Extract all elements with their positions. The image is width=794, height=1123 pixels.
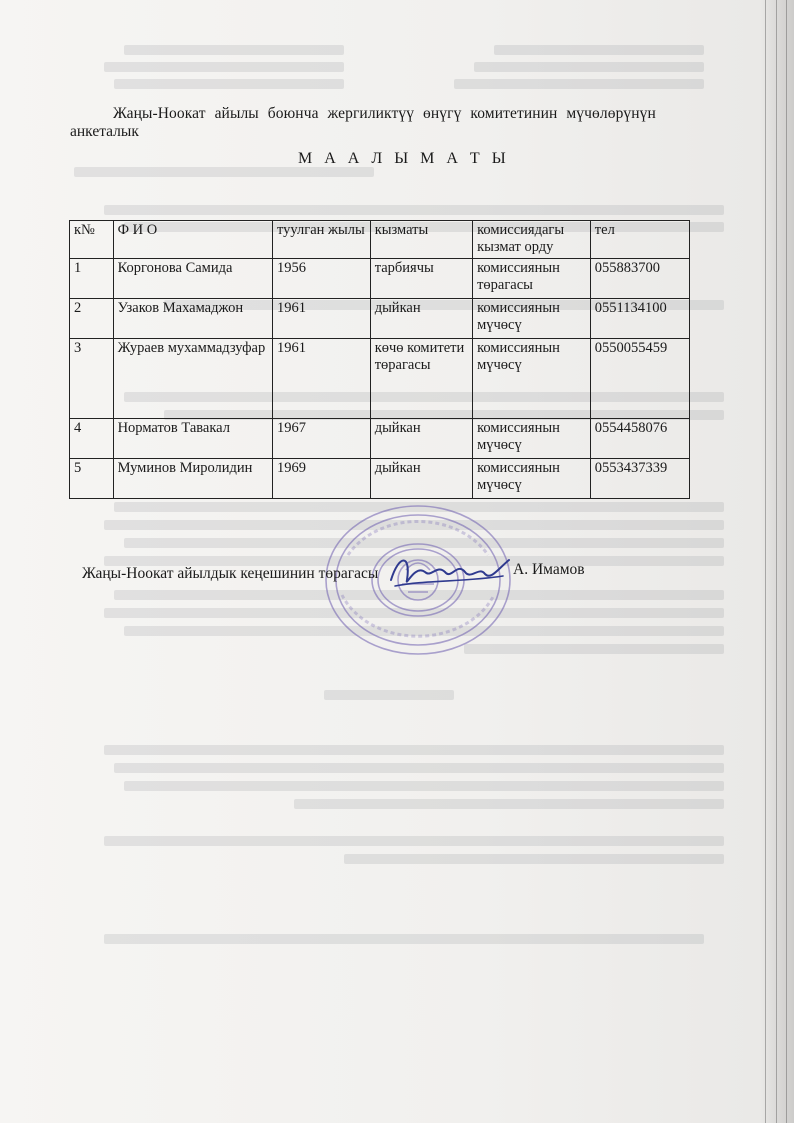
cell-phone: 0550055459	[590, 339, 689, 419]
cell-name: Норматов Тавакал	[113, 419, 272, 459]
cell-number: 3	[70, 339, 114, 419]
page-edge-line	[786, 0, 787, 1123]
cell-birth-year: 1961	[273, 339, 371, 419]
document-heading-continuation: анкеталык	[70, 123, 139, 140]
document-title: М А А Л Ы М А Т Ы	[298, 150, 510, 167]
cell-birth-year: 1961	[273, 299, 371, 339]
cell-phone: 0554458076	[590, 419, 689, 459]
cell-occupation: дыйкан	[370, 459, 472, 499]
column-header-birth-year: туулган жылы	[273, 221, 371, 259]
cell-birth-year: 1967	[273, 419, 371, 459]
cell-birth-year: 1956	[273, 259, 371, 299]
cell-name: Муминов Миролидин	[113, 459, 272, 499]
signatory-name: А. Имамов	[513, 561, 585, 578]
column-header-phone: тел	[590, 221, 689, 259]
page-edge-line	[776, 0, 777, 1123]
table-header-row	[70, 221, 690, 259]
cell-name: Узаков Махамаджон	[113, 299, 272, 339]
cell-birth-year: 1969	[273, 459, 371, 499]
table-row	[70, 259, 690, 299]
cell-commission-role: комиссиянын мүчөсү	[473, 419, 591, 459]
column-header-name: Ф И О	[113, 221, 272, 259]
column-header-occupation: кызматы	[370, 221, 472, 259]
table-row	[70, 299, 690, 339]
column-header-number: к№	[70, 221, 114, 259]
cell-name: Жураев мухаммадзуфар	[113, 339, 272, 419]
cell-commission-role: комиссиянын төрагасы	[473, 259, 591, 299]
cell-occupation: көчө комитети төрагасы	[370, 339, 472, 419]
table-row	[70, 419, 690, 459]
cell-number: 5	[70, 459, 114, 499]
cell-number: 4	[70, 419, 114, 459]
signatory-title: Жаңы-Ноокат айылдык кеңешинин төрагасы	[82, 565, 379, 582]
table-row	[70, 459, 690, 499]
cell-phone: 055883700	[590, 259, 689, 299]
handwritten-signature	[385, 550, 515, 595]
cell-commission-role: комиссиянын мүчөсү	[473, 459, 591, 499]
page-edge-line	[765, 0, 766, 1123]
cell-occupation: дыйкан	[370, 299, 472, 339]
cell-name: Коргонова Самида	[113, 259, 272, 299]
table-row	[70, 339, 690, 419]
cell-occupation: тарбиячы	[370, 259, 472, 299]
cell-commission-role: комиссиянын мүчөсү	[473, 339, 591, 419]
members-table	[69, 220, 690, 499]
cell-number: 1	[70, 259, 114, 299]
cell-number: 2	[70, 299, 114, 339]
cell-occupation: дыйкан	[370, 419, 472, 459]
cell-phone: 0551134100	[590, 299, 689, 339]
cell-phone: 0553437339	[590, 459, 689, 499]
document-heading: Жаңы-Ноокат айылы боюнча жергиликтүү өнүгү комитетинин мүчөлөрүнүн	[113, 105, 656, 122]
column-header-commission-role: комиссиядагы кызмат орду	[473, 221, 591, 259]
cell-commission-role: комиссиянын мүчөсү	[473, 299, 591, 339]
